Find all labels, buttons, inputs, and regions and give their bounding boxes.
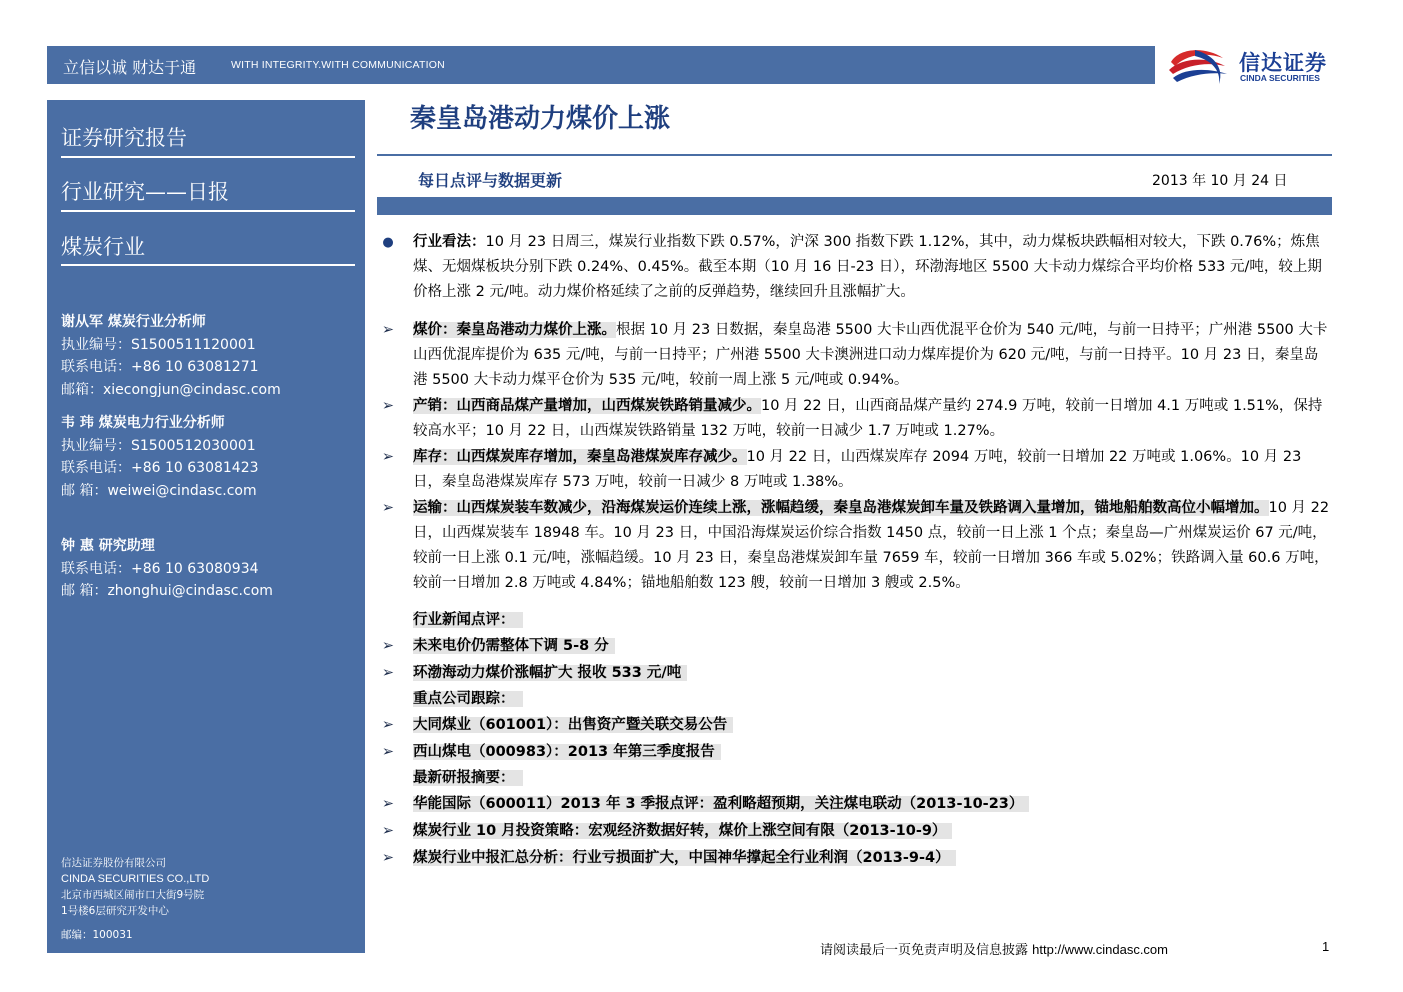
analyst-phone: 联系电话：+86 10 63080934	[61, 560, 259, 577]
point-text: 10 月 22 日，山西商品煤产量约 274.9 万吨，较前一日增加 4.1 万吨或 1.51%，保持较高水平；10 月 22 日，山西煤炭铁路销量 132 万吨，较前一日减少 1.7 万吨或 1.27%。	[413, 398, 1323, 439]
header-band	[377, 197, 1332, 215]
website-link[interactable]: http://www.cindasc.com	[1032, 942, 1168, 957]
arrow-bullet-icon: ➢	[381, 850, 395, 866]
analyst-email[interactable]: 邮 箱：zhonghui@cindasc.com	[61, 583, 273, 599]
title-divider	[377, 154, 1332, 156]
point-head: 库存：山西煤炭库存增加，秦皇岛港煤炭库存减少。	[413, 449, 747, 465]
sidebar-divider	[61, 264, 355, 266]
point-item	[380, 394, 1330, 444]
company-address: 北京市西城区闹市口大街9号院	[61, 889, 205, 901]
arrow-bullet-icon: ➢	[381, 796, 395, 812]
logo-cn: 信达证券	[1239, 51, 1327, 75]
report-item[interactable]: ➢ 华能国际（600011）2013 年 3 季报点评：盈利略超预期，关注煤电联动（2013-10-23）	[380, 791, 1330, 818]
report-type: 证券研究报告	[61, 126, 187, 150]
arrow-bullet-icon: ➢	[381, 717, 395, 733]
analyst-license: 执业编号：S1500511120001	[61, 336, 256, 353]
industry-name: 煤炭行业	[61, 235, 145, 259]
cinda-logo-mark-icon	[1165, 44, 1229, 88]
company-name-cn: 信达证券股份有限公司	[61, 857, 166, 869]
logo-en: CINDA SECURITIES	[1240, 73, 1320, 83]
arrow-bullet-icon: ➢	[381, 638, 395, 654]
analyst-block	[61, 535, 273, 603]
analyst-email[interactable]: 邮箱：xiecongjun@cindasc.com	[61, 381, 281, 398]
company-zip: 邮编：100031	[61, 929, 133, 941]
point-item	[380, 496, 1330, 596]
point-text: 10 月 22 日，山西煤炭库存 2094 万吨，较前一日增加 22 万吨或 1.06%。10 月 23 日，秦皇岛港煤炭库存 573 万吨，较前一日减少 8 万吨或 1.38%。	[413, 449, 1302, 490]
point-text: 10 月 22 日，山西煤炭装车 18948 车。10 月 23 日，中国沿海煤炭运价综合指数 1450 点，较前一日上涨 1 个点；秦皇岛—广州煤炭运价 67 元/吨，较前一日上涨 0.1 元/吨，涨幅趋缓。10 月 23 日，秦皇岛港煤炭卸车量 7659 车，较前一日增加 366 车或 5.02%；铁路调入量 60.6 万吨，较前一日增加 2.8 万吨或 4.84%；锚地船舶数 123 艘，较前一日增加 3 艘或 2.5%。	[413, 500, 1330, 591]
section-heading: 最新研报摘要：	[380, 766, 1330, 791]
analyst-license: 执业编号：S1500512030001	[61, 437, 256, 454]
analyst-email[interactable]: 邮 箱：weiwei@cindasc.com	[61, 482, 257, 499]
analyst-block	[61, 412, 259, 502]
page-title: 秦皇岛港动力煤价上涨	[410, 104, 671, 134]
sidebar	[47, 100, 365, 953]
analyst-block	[61, 311, 281, 401]
point-head: 运输：山西煤炭装车数减少，沿海煤炭运价连续上涨，涨幅趋缓，秦皇岛港煤炭卸车量及铁路调入量增加，锚地船舶数高位小幅增加。	[413, 500, 1269, 516]
analyst-name: 谢从军 煤炭行业分析师	[61, 314, 206, 330]
report-body	[380, 230, 1330, 872]
header-bar	[47, 46, 1155, 84]
news-item[interactable]: ➢ 环渤海动力煤价涨幅扩大 报收 533 元/吨	[380, 660, 1330, 687]
analyst-phone: 联系电话：+86 10 63081423	[61, 460, 259, 476]
circle-bullet-icon: ●	[382, 235, 394, 250]
news-item[interactable]: ➢ 未来电价仍需整体下调 5-8 分	[380, 633, 1330, 660]
sidebar-divider	[61, 156, 355, 158]
slogan-en: WITH INTEGRITY.WITH COMMUNICATION	[231, 59, 445, 71]
section-heading: 行业新闻点评：	[380, 608, 1330, 633]
point-item	[380, 318, 1330, 393]
arrow-bullet-icon: ➢	[381, 823, 395, 839]
analyst-phone: 联系电话：+86 10 63081271	[61, 359, 259, 375]
view-text: 10 月 23 日周三，煤炭行业指数下跌 0.57%，沪深 300 指数下跌 1.12%，其中，动力煤板块跌幅相对较大，下跌 0.76%；炼焦煤、无烟煤板块分别下跌 0.24%、0.45%。截至本期（10 月 16 日-23 日），环渤海地区 5500 大卡动力煤综合平均价格 533 元/吨，较上期价格上涨 2 元/吨。动力煤价格延续了之前的反弹趋势，继续回升且涨幅扩大。	[413, 234, 1322, 300]
company-name-en: CINDA SECURITIES CO.,LTD	[61, 873, 210, 885]
point-item	[380, 445, 1330, 495]
report-subtitle: 每日点评与数据更新	[418, 171, 563, 190]
report-date: 2013 年 10 月 24 日	[1152, 173, 1288, 189]
company-item[interactable]: ➢ 大同煤业（601001）：出售资产暨关联交易公告	[380, 712, 1330, 739]
report-item[interactable]: ➢ 煤炭行业 10 月投资策略：宏观经济数据好转，煤价上涨空间有限（2013-10-9）	[380, 818, 1330, 845]
arrow-bullet-icon: ➢	[381, 449, 395, 465]
company-address: 1号楼6层研究开发中心	[61, 905, 169, 917]
cinda-logo	[1165, 44, 1355, 88]
company-info	[61, 855, 209, 943]
analyst-name: 韦 玮 煤炭电力行业分析师	[61, 415, 225, 431]
arrow-bullet-icon: ➢	[381, 500, 395, 516]
report-category: 行业研究——日报	[61, 180, 229, 204]
point-head: 煤价：秦皇岛港动力煤价上涨。	[413, 322, 616, 338]
company-item[interactable]: ➢ 西山煤电（000983）：2013 年第三季度报告	[380, 739, 1330, 766]
view-label: 行业看法：	[413, 234, 486, 250]
page-number: 1	[1322, 939, 1330, 954]
report-item[interactable]: ➢ 煤炭行业中报汇总分析：行业亏损面扩大，中国神华撑起全行业利润（2013-9-4）	[380, 845, 1330, 872]
footer	[820, 939, 1168, 958]
analyst-name: 钟 惠 研究助理	[61, 538, 155, 554]
arrow-bullet-icon: ➢	[381, 665, 395, 681]
point-text: 根据 10 月 23 日数据，秦皇岛港 5500 大卡山西优混平仓价为 540 元/吨，与前一日持平；广州港 5500 大卡山西优混库提价为 635 元/吨，与前一日持平；广州港 5500 大卡澳洲进口动力煤库提价为 620 元/吨，与前一日持平。10 月 23 日，秦皇岛港 5500 大卡动力煤平仓价为 535 元/吨，较前一周上涨 5 元/吨或 0.94%。	[413, 322, 1328, 388]
slogan: 立信以诚 财达于通	[63, 58, 197, 77]
point-head: 产销：山西商品煤产量增加，山西煤炭铁路销量减少。	[413, 398, 761, 414]
news-section	[380, 608, 1330, 872]
section-heading: 重点公司跟踪：	[380, 687, 1330, 712]
disclaimer-link[interactable]: 请阅读最后一页免责声明及信息披露	[820, 943, 1029, 958]
sidebar-divider	[61, 210, 355, 212]
industry-view	[380, 230, 1330, 305]
arrow-bullet-icon: ➢	[381, 744, 395, 760]
arrow-bullet-icon: ➢	[381, 322, 395, 338]
arrow-bullet-icon: ➢	[381, 398, 395, 414]
